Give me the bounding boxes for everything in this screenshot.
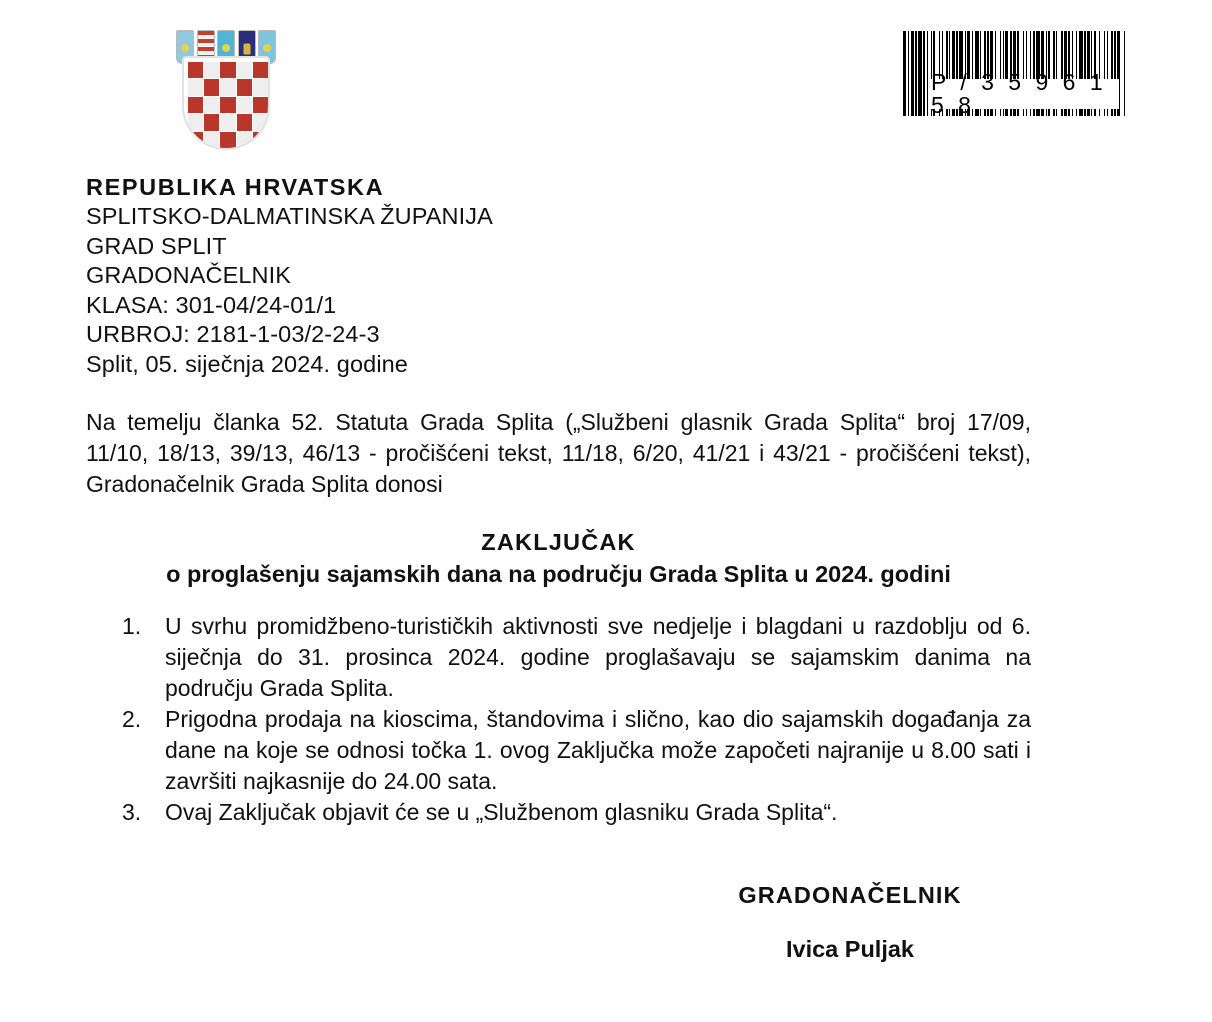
numbered-point [86, 797, 1031, 828]
checker-square [220, 132, 235, 148]
document-subtitle: o proglašenju sajamskih dana na području Grada Splita u 2024. godini [166, 561, 951, 587]
checker-square [237, 114, 252, 130]
barcode-space [1125, 31, 1127, 116]
numbered-points-list [86, 611, 1031, 828]
checker-square [253, 114, 268, 130]
place-and-date: Split, 05. siječnja 2024. godine [86, 350, 408, 377]
croatian-coat-of-arms-icon [174, 24, 278, 150]
checker-square [237, 97, 252, 113]
checker-square [188, 132, 203, 148]
checker-square [188, 62, 203, 78]
checker-square [204, 114, 219, 130]
checker-square [204, 97, 219, 113]
point-text: U svrhu promidžbeno-turističkih aktivnosti sve nedjelje i blagdani u razdoblju od 6. siječnja do 31. prosinca 2024. godine proglašavaju se sajamskim danima na području Grada Splita. [165, 613, 1031, 701]
checker-square [220, 97, 235, 113]
checker-square [204, 79, 219, 95]
checker-square [188, 97, 203, 113]
klasa-reference: KLASA: 301-04/24-01/1 [86, 291, 337, 318]
coat-of-arms-checkerboard [182, 56, 270, 150]
urbroj-reference: URBROJ: 2181-1-03/2-24-3 [86, 321, 380, 347]
signature-block [86, 880, 1086, 964]
document-title: ZAKLJUČAK [481, 529, 636, 555]
checker-square [188, 114, 203, 130]
checker-square [253, 132, 268, 148]
signatory-name: Ivica Puljak [785, 936, 915, 962]
checker-square [253, 97, 268, 113]
numbered-point [86, 611, 1031, 704]
point-number: 3. [122, 799, 142, 825]
issuer-office: GRADONAČELNIK [86, 262, 292, 288]
issuer-republic: REPUBLIKA HRVATSKA [86, 174, 385, 200]
checker-square [188, 79, 203, 95]
barcode-number: P / 3 5 9 6 1 5 8 [931, 79, 1119, 109]
point-text: Ovaj Zaključak objavit će se u „Službenom glasniku Grada Splita“. [165, 799, 838, 825]
document-title-block [86, 527, 1031, 591]
issuer-city: GRAD SPLIT [86, 232, 227, 259]
numbered-point [86, 704, 1031, 797]
checker-square [204, 62, 219, 78]
checker-square [253, 79, 268, 95]
checker-square [253, 62, 268, 78]
signatory-title: GRADONAČELNIK [738, 882, 962, 908]
checker-square [237, 79, 252, 95]
checker-square [220, 79, 235, 95]
point-number: 1. [122, 613, 142, 639]
issuer-county: SPLITSKO-DALMATINSKA ŽUPANIJA [86, 203, 493, 229]
checker-square [237, 132, 252, 148]
barcode [903, 31, 1147, 116]
checker-square [237, 62, 252, 78]
checker-square [220, 62, 235, 78]
checker-square [204, 132, 219, 148]
legal-basis-paragraph: Na temelju članka 52. Statuta Grada Splita („Službeni glasnik Grada Splita“ broj 17/09, 11/10, 18/13, 39/13, 46/13 - pročišćeni tekst, 11/18, 6/20, 41/21 i 43/21 - pročišćeni tekst), Gradonačelnik Grada Splita donosi [86, 409, 1031, 497]
point-text: Prigodna prodaja na kioscima, štandovima i slično, kao dio sajamskih događanja za dane na koje se odnosi točka 1. ovog Zaključka može započeti najranije u 8.00 sati i završiti najkasnije do 24.00 sata. [165, 706, 1031, 794]
checker-square [220, 114, 235, 130]
point-number: 2. [122, 706, 142, 732]
document-body [86, 172, 1086, 964]
